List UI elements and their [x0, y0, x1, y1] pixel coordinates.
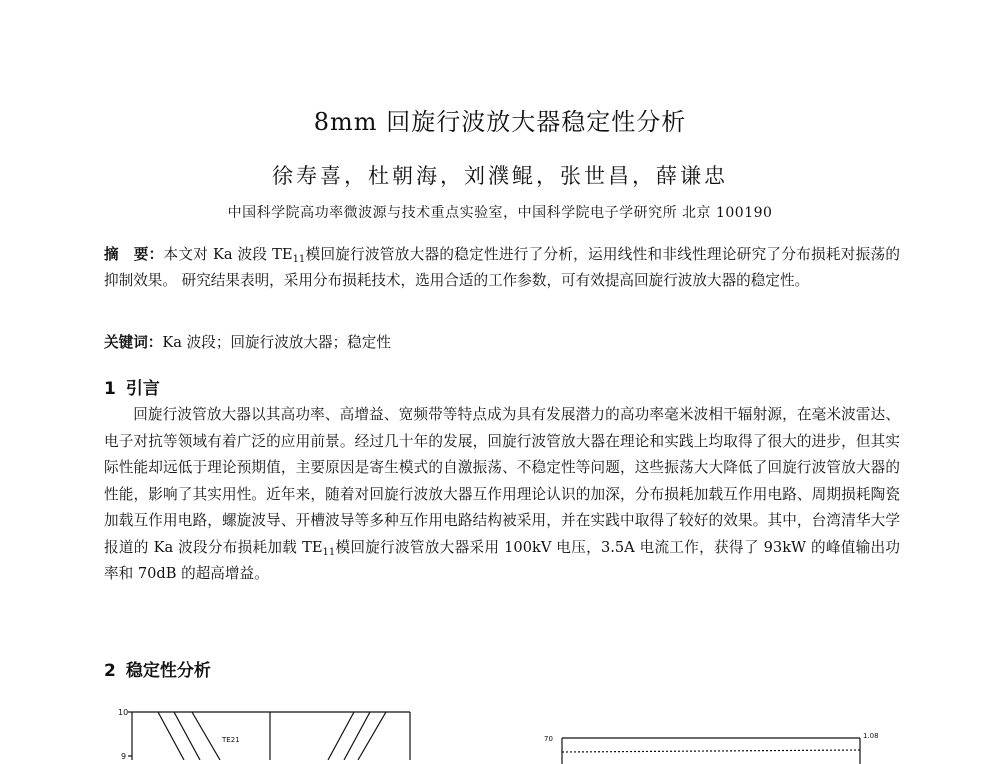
figure-left-curve-4: [328, 712, 354, 760]
affiliation: 中国科学院高功率微波源与技术重点实验室，中国科学院电子学研究所 北京 100190: [227, 205, 773, 221]
paper-title: 8mm 回旋行波放大器稳定性分析: [313, 108, 687, 136]
figure-right-left-tick-label: 70: [544, 735, 553, 743]
keywords: [104, 330, 900, 356]
section-2-number: 2: [104, 661, 116, 681]
figure-right: [540, 724, 900, 764]
figure-left-y-second-label: 9: [121, 752, 127, 760]
abstract-mode-sub: 11: [292, 254, 306, 265]
author-list: 徐寿喜，杜朝海，刘濮鲲，张世昌，薛谦忠: [272, 164, 728, 188]
figure-left-curve-5: [344, 712, 370, 760]
abstract-label: 摘 要：: [104, 246, 164, 263]
section-2-heading: [104, 656, 211, 681]
figure-left-curve-1: [158, 712, 184, 760]
figure-left-curve-6: [358, 712, 386, 760]
section-1-text-1: 回旋行波管放大器以其高功率、高增益、宽频带等特点成为具有发展潜力的高功率毫米波相干辐射源，在毫米波雷达、电子对抗等领域有着广泛的应用前景。经过几十年的发展，回旋行波管放大器在理论和实践上均取得了很大的进步，但其实际性能却远低于理论预期值，主要原因是寄生模式的自激振荡、不稳定性等问题，这些振荡大大降低了回旋行波管放大器的性能，影响了其实用性。近年来，随着对回旋行波放大器互作用理论认识的加深，分布损耗加载互作用电路、周期损耗陶瓷加载互作用电路，螺旋波导、开槽波导等多种互作用电路结构被采用，并在实践中取得了较好的效果。其中，台湾清华大学报道的 Ka 波段分布损耗加载 TE: [104, 406, 900, 556]
section-2-title: 稳定性分析: [125, 661, 211, 681]
figure-left-curve-label: TE21: [222, 736, 240, 744]
figure-left-y-top-label: 10: [118, 708, 129, 717]
keywords-text: Ka 波段；回旋行波放大器；稳定性: [162, 334, 391, 351]
abstract-text-1: 本文对 Ka 波段 TE: [163, 246, 293, 263]
figure-left: [118, 700, 418, 760]
section-1-number: 1: [104, 379, 116, 399]
keywords-label: 关键词：: [104, 334, 163, 351]
figure-right-series: [562, 750, 860, 752]
section-1-text-2: 模回旋行波管放大器采用 100kV 电压，3.5A 电流工作，获得了 93kW 的峰值输出功率和 70dB 的超高增益。: [104, 538, 900, 582]
section-1-mode-sub: 11: [322, 546, 336, 558]
abstract-text-2: 模回旋行波管放大器的稳定性进行了分析，运用线性和非线性理论研究了分布损耗对振荡的抑制效果。 研究结果表明，采用分布损耗技术，选用合适的工作参数，可有效提高回旋行波放大器的稳定性。: [104, 246, 900, 289]
section-1-heading: [104, 374, 160, 399]
section-1-title: 引言: [125, 379, 160, 399]
figure-right-right-tick-label: 1.08: [863, 732, 879, 740]
section-1-paragraph: [104, 402, 900, 588]
abstract: [104, 242, 900, 294]
